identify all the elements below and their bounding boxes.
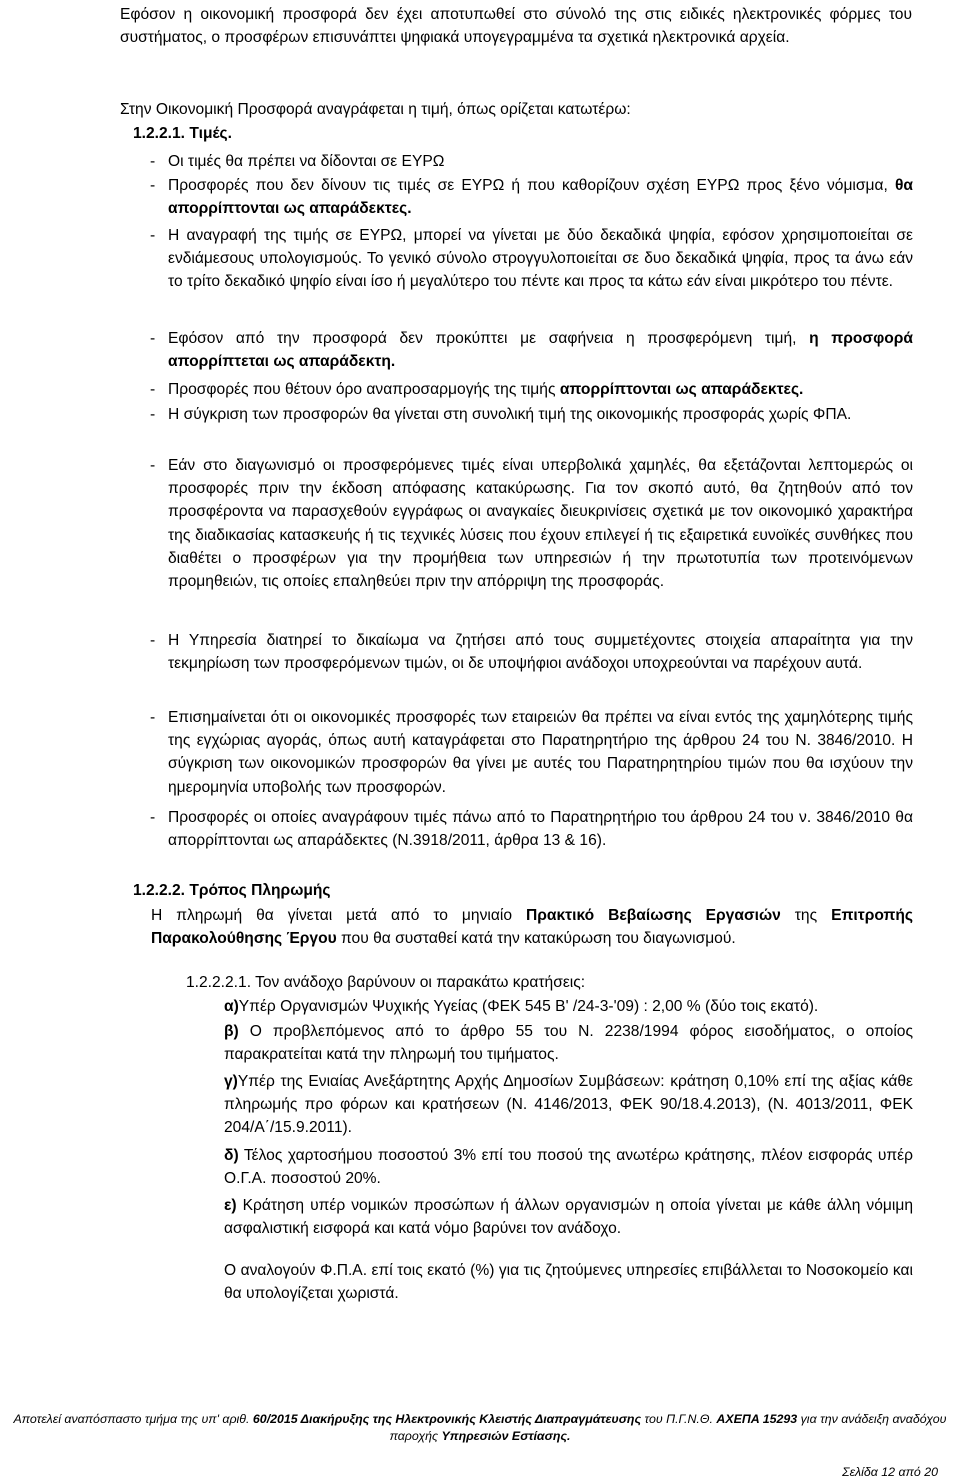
payment-bold-2: Επιτροπής Παρακολούθησης Έργου <box>151 907 914 948</box>
bullet-10: Προσφορές οι οποίες αναγράφουν τιμές πάνω από το Παρατηρητήριο του άρθρου 24 του ν. 3846/2010 θα απορρίπτονται ως απαράδεκτες (Ν.3918/2011, άρθρα 13 & 16). <box>168 809 913 850</box>
deduction-c <box>224 1070 913 1140</box>
bullet-dash: - <box>150 632 156 649</box>
bullet-3-text: Η αναγραφή της τιμής σε ΕΥΡΩ, μπορεί να γίνεται με δύο δεκαδικά ψηφία, εφόσον χρησιμοποιείται σε ενδιάμεσους υπολογισμούς. Το γενικό σύνολο στρογγυλοποιείται σε δυο δεκαδικά ψηφία, προς τα άνω εάν το τρίτο δεκαδικό ψηφίο είναι ίσο ή μεγαλύτερο του πέντε και προς τα κάτω εάν είναι μικρότερο του πέντε. <box>168 227 913 291</box>
bullet-2 <box>168 174 913 220</box>
footer-line-2 <box>0 1428 960 1445</box>
bullet-dash: - <box>150 457 156 474</box>
deduction-d-text: Τέλος χαρτοσήμου ποσοστού 3% επί του ποσού της ανωτέρω κράτησης, πλέον εισφοράς υπέρ Ο.Γ.Α. ποσοστού 20%. <box>224 1147 913 1188</box>
bullet-dash: - <box>150 809 156 826</box>
payment-text-1: Η πληρωμή θα γίνεται μετά από το μηνιαίο <box>151 907 526 924</box>
bullet-3 <box>168 224 913 294</box>
bullet-5-text: Προσφορές που θέτουν όρο αναπροσαρμογής της τιμής <box>168 381 560 398</box>
footer-line-1 <box>0 1411 960 1428</box>
bullet-4-text: Εφόσον από την προσφορά δεν προκύπτει με σαφήνεια η προσφερόμενη τιμή, <box>168 330 810 347</box>
deduction-a-text: Υπέρ Οργανισμών Ψυχικής Υγείας (ΦΕΚ 545 Β' /24-3-'09) : 2,00 % (δύο τοις εκατό). <box>238 998 819 1015</box>
deduction-d <box>224 1144 913 1190</box>
payment-text-2: της <box>780 907 832 924</box>
deduction-c-label: γ) <box>224 1073 238 1090</box>
bullet-dash: - <box>150 381 156 398</box>
deduction-a <box>224 995 913 1018</box>
section-1222-heading: 1.2.2.2. Τρόπος Πληρωμής <box>133 882 331 899</box>
footer-bold-3: Υπηρεσιών Εστίασης. <box>441 1429 571 1443</box>
bullet-8: Η Υπηρεσία διατηρεί το δικαίωμα να ζητήσει από τους συμμετέχοντες στοιχεία απαραίτητα για την τεκμηρίωση των προσφερόμενων τιμών, οι δε υποψήφιοι ανάδοχοι υποχρεούνται να παρέχουν αυτά. <box>168 632 913 673</box>
footer-text-1: Αποτελεί αναπόσπαστο τμήμα της υπ' αριθ. <box>13 1412 253 1426</box>
bullet-dash: - <box>150 709 156 726</box>
deduction-e <box>224 1194 913 1240</box>
bullet-9: Επισημαίνεται ότι οι οικονομικές προσφορές των εταιρειών θα πρέπει να είναι εντός της χαμηλότερης τιμής της εγχώριας αγοράς, όπως αυτή καταγράφεται στο Παρατηρητήριο της άρθρου 24 του Ν. 3846/2010. Η σύγκριση των οικονομικών προσφορών θα γίνει με αυτές του Παρατηρητηρίου τιμών που θα ισχύουν την ημερομηνία υποβολής των προσφορών. <box>168 709 913 796</box>
bullet-7: Εάν στο διαγωνισμό οι προσφερόμενες τιμές είναι υπερβολικά χαμηλές, θα εξετάζονται λεπτομερώς οι προσφορές πριν την έκδοση απόφασης κατακύρωσης. Για τον σκοπό αυτό, θα ζητηθούν από τον προσφέροντα να παρασχεθούν εγγράφως οι αναγκαίες διευκρινίσεις σχετικά με τον οικονομικό χαρακτήρα της διαδικασίας κατασκευής ή τις τεχνικές λύσεις που έχουν επιλεγεί ή τις εξαιρετικά ευνοϊκές συνθήκες που διαθέτει ο προσφέρων για την προμήθεια των υπηρεσιών ή την πρωτοτυπία των προτεινόμενων προμηθειών, τις οποίες επαληθεύει πριν την απόρριψη της προσφοράς. <box>168 457 913 591</box>
page-number: Σελίδα 12 από 20 <box>842 1465 938 1479</box>
bullet-2-text: Προσφορές που δεν δίνουν τις τιμές σε ΕΥΡΩ ή που καθορίζουν σχέση ΕΥΡΩ προς ξένο νόμισμα, <box>168 177 895 194</box>
footer-bold-2: ΑΧΕΠΑ 15293 <box>716 1412 798 1426</box>
section-number: 1.2.2.1. <box>133 125 186 142</box>
bullet-6: Η σύγκριση των προσφορών θα γίνεται στη συνολική τιμή της οικονομικής προσφοράς χωρίς ΦΠΑ. <box>168 406 852 423</box>
deduction-e-text: Κράτηση υπέρ νομικών προσώπων ή άλλων οργανισμών η οποία γίνεται με κάθε άλλη νόμιμη ασφαλιστική εισφορά και κατά νόμο βαρύνει τον ανάδοχο. <box>224 1197 913 1238</box>
bullet-4-bold: η προσφορά απορρίπτεται ως απαράδεκτη. <box>168 330 913 371</box>
intro-paragraph: Εφόσον η οικονομική προσφορά δεν έχει αποτυπωθεί στο σύνολό της στις ειδικές ηλεκτρονικές φόρμες του συστήματος, ο προσφέρων επισυνάπτει ψηφιακά υπογεγραμμένα τα σχετικά ηλεκτρονικά αρχεία. <box>120 6 912 47</box>
offer-line: Στην Οικονομική Προσφορά αναγράφεται η τιμή, όπως ορίζεται κατωτέρω: <box>120 101 631 118</box>
bullet-dash: - <box>150 330 156 347</box>
bullet-2-bold: θα απορρίπτονται ως απαράδεκτες. <box>168 177 913 218</box>
deduction-d-label: δ) <box>224 1147 239 1164</box>
deductions-intro: 1.2.2.2.1. Τον ανάδοχο βαρύνουν οι παρακάτω κρατήσεις: <box>186 974 586 991</box>
footer-text-3: για την ανάδειξη αναδόχου <box>797 1412 947 1426</box>
bullet-dash: - <box>150 177 156 194</box>
footer-text-4: παροχής <box>389 1429 442 1443</box>
payment-text-3: που θα συσταθεί κατά την κατακύρωση του διαγωνισμού. <box>336 930 736 948</box>
payment-bold-1: Πρακτικό Βεβαίωσης Εργασιών <box>525 907 781 924</box>
bullet-dash: - <box>150 227 156 244</box>
bullet-dash: - <box>150 406 156 423</box>
footer-bold-1: 60/2015 Διακήρυξης της Ηλεκτρονικής Κλειστής Διαπραγμάτευσης <box>252 1412 642 1426</box>
section-title: Τιμές. <box>189 125 232 142</box>
deduction-b-label: β) <box>224 1023 239 1040</box>
section-1221-heading <box>133 122 232 145</box>
bullet-1: Οι τιμές θα πρέπει να δίδονται σε ΕΥΡΩ <box>168 153 445 170</box>
deduction-a-label: α) <box>224 998 239 1015</box>
bullet-5-bold: απορρίπτονται ως απαράδεκτες. <box>559 381 804 398</box>
deduction-c-text: Υπέρ της Ενιαίας Ανεξάρτητης Αρχής Δημοσίων Συμβάσεων: κράτηση 0,10% επί της αξίας κάθε πληρωμής προ φόρων και κρατήσεων (Ν. 4146/2013, ΦΕΚ 90/18.4.2013), (Ν. 4013/2011, ΦΕΚ 204/Α΄/15.9.2011). <box>224 1073 913 1137</box>
bullet-dash: - <box>150 153 156 170</box>
deduction-b-text: Ο προβλεπόμενος από το άρθρο 55 του Ν. 2238/1994 φόρος εισοδήματος, ο οποίος παρακρατείται κατά την πληρωμή του τιμήματος. <box>224 1023 913 1064</box>
deduction-b <box>224 1020 913 1066</box>
bullet-4 <box>168 327 913 373</box>
deduction-e-label: ε) <box>224 1197 237 1214</box>
vat-paragraph: Ο αναλογούν Φ.Π.Α. επί τοις εκατό (%) για τις ζητούμενες υπηρεσίες επιβάλλεται το Νοσοκομείο και θα υπολογίζεται χωριστά. <box>224 1262 913 1303</box>
footer-text-2: του Π.Γ.Ν.Θ. <box>641 1412 717 1426</box>
bullet-5 <box>168 378 913 401</box>
payment-paragraph <box>151 904 913 950</box>
